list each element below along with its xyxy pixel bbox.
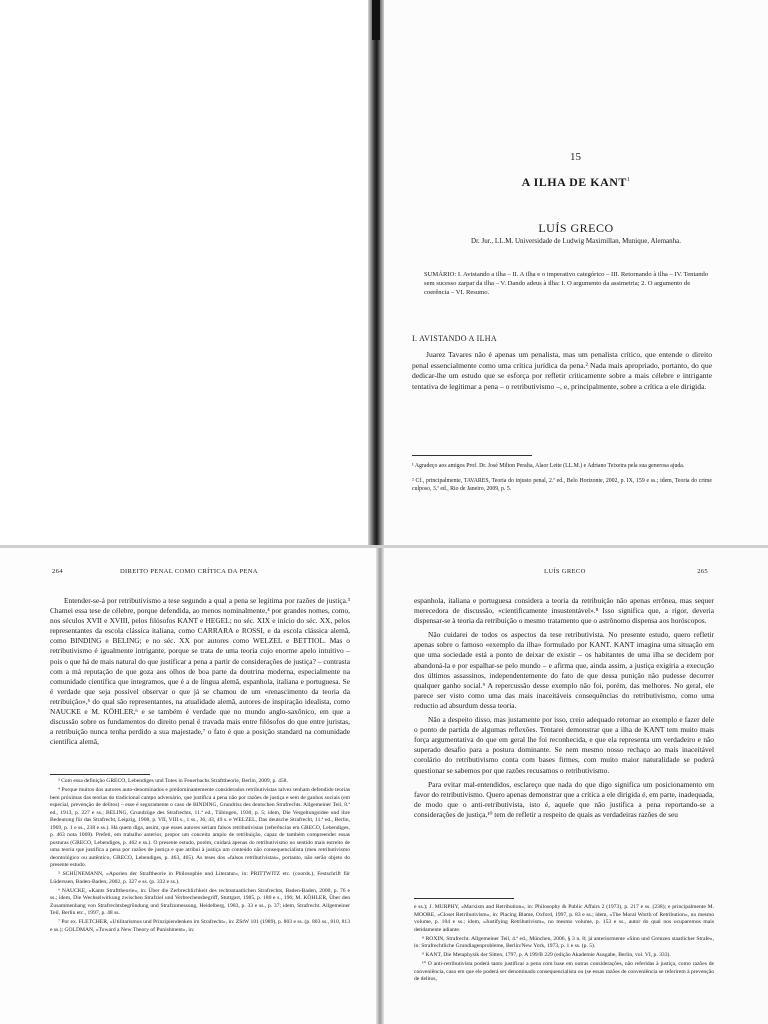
body-paragraph: Não a despeito disso, mas justamente por isso, creio adequado retornar ao exemplo e fazer dele o ponto de partida de algumas reflexões. Tentarei demonstrar que a ilha de KANT tem muito mais força argumentativa do que em geral lhe foi reconhecida, e que ela representa um verdadeiro e não superado desafio para a postura dominante. Se nem mesmo nosso rechaço ao mais inaceitável corolário do retributivismo conta com bases firmes, com muito maior naturalidade se poderá questionar se sabemos por que razões recusamos o retributivismo. — [414, 715, 714, 775]
chapter-summary: SUMÁRIO: I. Avistando a ilha – II. A ilha e o imperativo categórico – III. Retornando à ilha – IV. Tentando sem sucesso zarpar da ilha – V. Dando adeus à ilha: I. O argumento da assimetria; 2. O argumento de coerência – VI. Resumo. — [424, 271, 709, 297]
section-heading: I. AVISTANDO A ILHA — [412, 334, 497, 343]
body-paragraph: Juarez Tavares não é apenas um penalista, mas um penalista crítico, que entende o direito penal essencialmente como uma crítica jurídica da pena.² Nada mais apropriado, portanto, do que dedicar-lhe um estudo que se esforça por refletir criticamente sobre a mais célebre e intrigante tentativa de legitimar a pena – o retributivismo –, e, principalmente, sobre a crítica a ele dirigida. — [412, 350, 712, 391]
author-name: LUÍS GRECO — [538, 221, 614, 235]
page-number: 264 — [52, 568, 63, 575]
footnote-rule — [414, 898, 514, 899]
chapter-title — [384, 175, 768, 190]
footnote: ⁶ NAUCKE, «Kants Strafttheorie», in: Über die Zerbrechlichkeit des rechtsstaatlichen Strafrechts, Baden-Baden, 2000, p. 76 e ss.; idem, Die Wechselwirkung zwischen Strafziel und Verbrechensbegriff, Stuttgart, 1985, p. 180 e s., 196; M. KÖHLER, Über den Zusammenhang von Strafrechtsbegründung und Strafzumessung, Heidelberg, 1983, p. 33 e ss., p. 37; idem, Strafrecht. Allgemeiner Teil, Berlin etc., 1997, p. 48 ss. — [50, 887, 350, 916]
running-head: LUÍS GRECO — [544, 568, 586, 575]
page-body — [414, 596, 714, 824]
book-gutter-shadow — [376, 548, 384, 1024]
page-body — [50, 596, 350, 751]
body-paragraph: Não cuidarei de todos os aspectos da tese retributivista. No presente estudo, quero refletir apenas sobre o famoso «exemplo da ilha» formulado por KANT. KANT imagina uma situação em que uma sociedade está a ponto de deixar de existir – os habitantes de uma ilha se decidem por abandoná-la e por espalhar-se pelo mundo – e afirma que, ainda assim, a justiça exigiria a execução dos últimos assassinos, independentemente do fato de que dessa punição não pudesse decorrer qualquer ganho social.⁹ A repercussão desse exemplo não foi, porém, das melhores. No geral, ele parece ser visto como uma das mais inaceitáveis consequências do retributivismo, como uma reductio ad absurdum dessa teoria. — [414, 630, 714, 710]
footnote: ¹⁰ O anti-retributivista poderá tanto justificar a pena com base em outras considerações, não referidas à justiça, como razões de conveniência, caso em que ele poderá ser denominado consequencialista ou (se essas razões de conveniência se referirem à prevenção de delitos, — [414, 961, 714, 982]
footnote: ¹ Agradeço aos amigos Prof. Dr. José Milton Peralta, Alaor Leite (LL.M.) e Adriano Teixeira pela sua generosa ajuda. — [412, 463, 685, 469]
footnote: ³ Com essa definição GRECO, Lebendiges und Totes in Feuerbachs Strafttheorie, Berlin, 2009, p. 458. — [58, 778, 288, 784]
page-265 — [384, 548, 768, 1024]
page-number: 265 — [697, 568, 708, 575]
book-gutter-shadow — [368, 0, 384, 548]
footnote: ⁹ KANT, Die Metaphysik der Sitten, 1797, p. A 199/B 229 (edição Akademie Ausgabe, Berlin, vol. VI, p. 333). — [422, 952, 671, 958]
body-paragraph: espanhola, italiana e portuguesa considera a teoria da retribuição não apenas errônea, mas sequer merecedora de discussão, «cientificamente insustentável».⁸ Isso significa que, a rigor, deveria dispensar-se à teoria da retribuição o mesmo tratamento que o astrônomo dispensa aos horóscopos. — [414, 596, 714, 626]
chapter-title-footnote-ref: 1 — [626, 177, 631, 183]
binding-mark — [372, 0, 380, 40]
footnote: ⁸ ROXIN, Strafrecht. Allgemeiner Teil, 4.ª ed., München, 2006, § 3 n. 8; já anteriormente «Sinn und Grenzen staatlicher Strafe», in: Strafrechtliche Grundlagenprobleme, Berlin/New York, 1973, p. 1 e ss. (p. 5). — [414, 935, 714, 949]
footnote: e ss.); J. MURPHY, «Marxism and Retribution», in: Philosophy & Public Affairs 2 (1973), p. 217 e ss. (238); e principalmente M. MOORE, «Closet Retributivism», in: Placing Blame, Oxford, 1997, p. 83 e ss.; idem, «The Moral Worth of Retribution», no mesmo volume, p. 104 e ss.; idem, «Justifying Retributivism», no mesmo volume, p. 153 e ss., autor do qual nos ocuparemos mais detidamente adiante. — [414, 904, 714, 933]
footnote-rule — [50, 774, 150, 775]
body-paragraph: Entender-se-á por retributivismo a tese segundo a qual a pena se legitima por razões de justiça.³ Chamei essa tese de célebre, porque defendida, ao menos nominalmente,⁴ por grandes nomes, como, nos séculos XVII e XVIII, pelos filósofos KANT e HEGEL; no séc. XIX e início do séc. XX, pelos representantes da escola clássica italiana, como CARRARA e ROSSI, e da escola clássica alemã, como BINDING e BELING; e no séc. XX por autores como WELZEL e BETTIOL. Mas o retributivismo é igualmente intrigante, porque se trata de uma teoria cujo enorme apelo intuitivo – pois o que há de mais natural do que justificar a pena a partir de considerações de justiça? – contrasta com a má reputação de que goza aos olhos de boa parte da doutrina moderna, especialmente na comunidade científica que integramos, que é a de língua alemã, espanhola, italiana e portuguesa. Se é verdade que seja possível observar o que já se chamou de um «renascimento da teoria da retribuição»,⁵ do qual são representantes, na atualidade alemã, autores de inspiração idealista, como NAUCKE e M. KÖHLER,⁶ e se também é verdade que no mundo anglo-saxônico, em que a discussão sobre os fundamentos do direito penal é travada mais entre filósofos do que entre juristas, a retribuição nunca tenha perdido a sua majestade,⁷ o fato é que a posição standard na comunidade científica alemã, — [50, 596, 350, 747]
page-chapter-opening — [384, 0, 768, 548]
page-264 — [0, 548, 376, 1024]
footnotes — [50, 778, 350, 936]
body-paragraph: Para evitar mal-entendidos, esclareço que nada do que digo significa um posicionamento em favor do retributivismo. Quero apenas demonstrar que a crítica a ele dirigida é, em parte, inadequada, de modo que o anti-retributivista, isto é, aquele que não justifica a pena reportando-se a considerações de justiça,¹⁰ tem de refletir a respeito de quais as verdadeiras razões de seu — [414, 779, 714, 819]
page-number: 15 — [570, 151, 581, 163]
running-head: DIREITO PENAL COMO CRÍTICA DA PENA — [120, 568, 258, 575]
footnote: ⁷ Por ex. FLETCHER, «Utilitarismus und Prinzipiendenken im Strafrecht», in: ZStW 101 (1989), p. 803 e ss. (p. 803 ss., 810, 813 e ss.); GOLDMAN, «Toward a New Theory of Punishment», in: — [50, 919, 350, 933]
author-affiliation: Dr. Jur., LL.M. Universidade de Ludwig Maximillan, Munique, Alemanha. — [471, 237, 681, 245]
footnote: ⁵ SCHÜNEMANN, «Aporien der Straftheorie in Philosophie und Literatur», in: PRITTWITZ etc. (coords.), Festschrift für Lüderssen, Baden-Baden, 2002, p. 327 e ss. (p. 332 e ss.). — [50, 871, 350, 885]
footnote: ² Cf., principalmente, TAVARES, Teoria do injusto penal, 2.ª ed., Belo Horizonte, 2002, p. IX, 159 e ss.; idem, Teoria do crime culposo, 3.ª ed., Rio de Janeiro, 2009, p. 5. — [412, 478, 712, 492]
chapter-title-text: A ILHA DE KANT — [521, 175, 627, 189]
footnotes — [414, 904, 714, 985]
footnote-rule — [412, 455, 532, 456]
footnote: ⁴ Porque muitos dos autores auto-denominados e predominantemente considerados retributivistas talvez tenham defendido teorias bem próximas das teorias do tradicional campo adversário, que justifica a pena não por razões de justiça e sem de ganhos sociais (em especial, prevenção de delitos) – esse é seguramente o caso de BINDING, Grundriss des deutschen Strafrechts. Allgemeiner Teil, 8.ª ed., 1913, p. 227 e ss.; BELING, Grundzüge des Strafrechts, 11.ª ed., Tübingen, 1930, p. 5; idem, Die Vergeltungsidee und ihre Bedeutung für das Strafrecht, Leipzig, 1908, p. VII, VIII s., 1 ss., 36, 43, 49 s. e WELZEL, Das deutsche Strafrecht, 11.ª ed., Berlin, 1969, p. 1 e ss., 238 e ss.). Há quem diga, assim, que esses autores seriam falsos retributivistas (referências em GRECO, Lebendiges, p. 463 nota 1069). Prefeti, em trabalho anterior, propor um conceito amplo de retribuição, capaz de também compreender essas posturas (GRECO, Lebendiges, p. 462 e ss.). O presente estudo, porém, cuidará apenas do retributivismo no sentido mais estreito de uma teoria que justifica a pena por razões de justiça e que atribui à justiça um conteúdo não consequencialista (meu retributivismo deontológico ou autêntico, GRECO, Lebendiges, p. 463, 465). As teses dos «falsos retributivistas», portanto, não serão objeto do presente estudo. — [50, 787, 350, 868]
blank-page-top-left — [0, 0, 368, 548]
